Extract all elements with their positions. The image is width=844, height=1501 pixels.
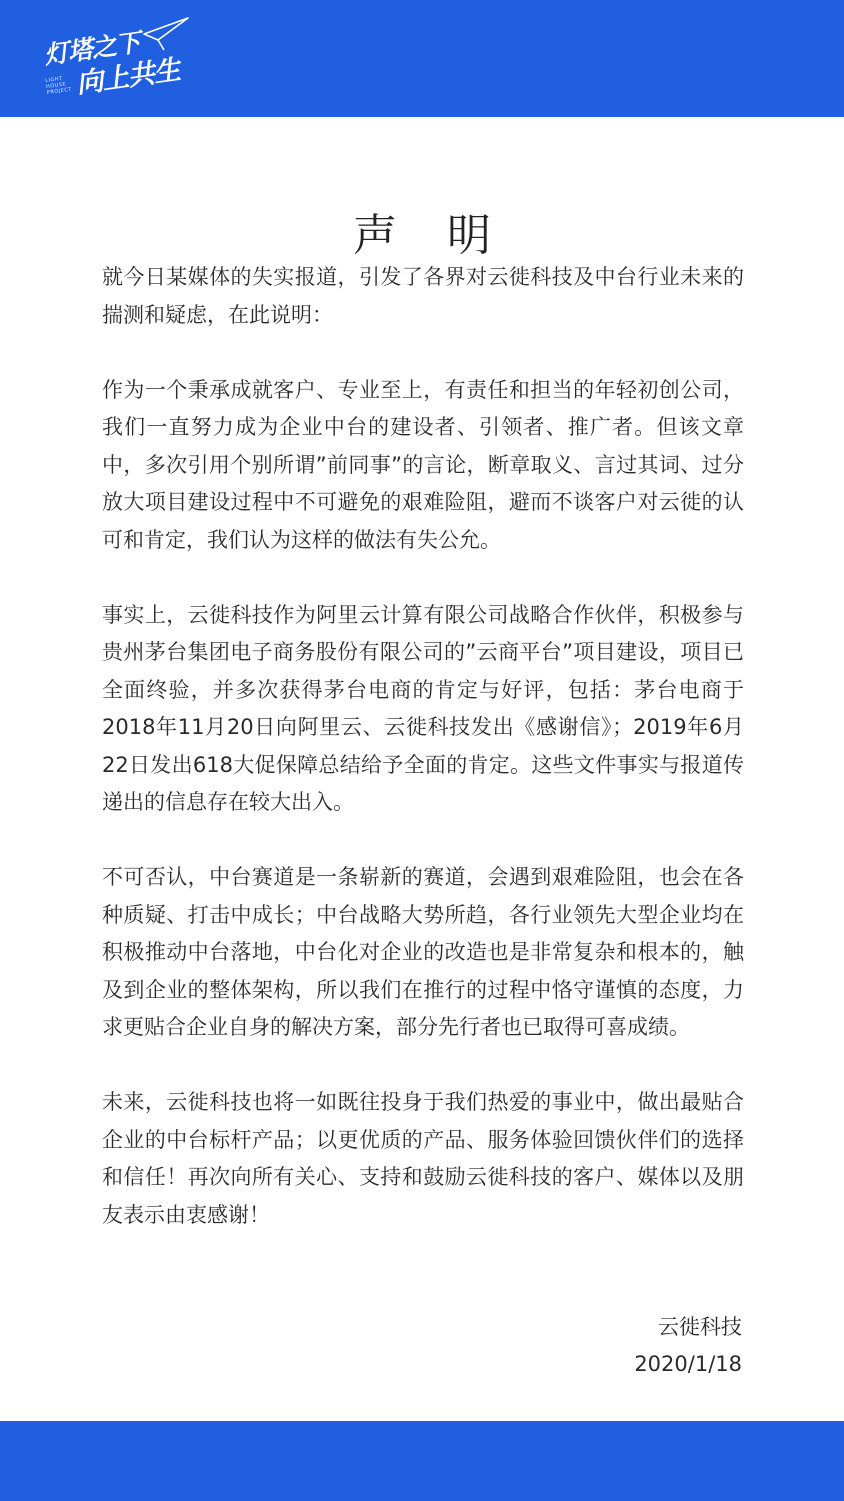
signature-date: 2020/1/18	[634, 1352, 742, 1376]
logo-subtext: LIGHT HOUSE PROJECT	[44, 75, 73, 97]
document-title: 声 明	[353, 210, 509, 262]
paragraph-intro: 就今日某媒体的失实报道，引发了各界对云徙科技及中台行业未来的揣测和疑虑，在此说明：	[102, 265, 744, 327]
paragraph-company-stance: 作为一个秉承成就客户、专业至上，有责任和担当的年轻初创公司，我们一直努力成为企业中台的建设者、引领者、推广者。但该文章中，多次引用个别所谓”前同事”的言论，断章取义、言过其词、过分放大项目建设过程中不可避免的艰难险阻，避而不谈客户对云徙的认可和肯定，我们认为这样的做法有失公允。	[102, 377, 744, 552]
lighthouse-logo	[40, 14, 200, 104]
logo-text-line1: 灯塔之下	[42, 27, 142, 70]
signature-company: 云徙科技	[658, 1315, 742, 1339]
header-banner	[0, 0, 844, 117]
footer-banner	[0, 1421, 844, 1501]
paragraph-industry: 不可否认，中台赛道是一条崭新的赛道，会遇到艰难险阻，也会在各种质疑、打击中成长；中台战略大势所趋，各行业领先大型企业均在积极推动中台落地，中台化对企业的改造也是非常复杂和根本的，触及到企业的整体架构，所以我们在推行的过程中恪守谨慎的态度，力求更贴合企业自身的解决方案，部分先行者也已取得可喜成绩。	[102, 865, 744, 1039]
paragraph-future: 未来，云徙科技也将一如既往投身于我们热爱的事业中，做出最贴合企业的中台标杆产品；以更优质的产品、服务体验回馈伙伴们的选择和信任！再次向所有关心、支持和鼓励云徙科技的客户、媒体以及朋友表示由衷感谢！	[102, 1090, 744, 1227]
signature-block	[634, 1309, 742, 1383]
logo-text-line2: 向上共生	[74, 54, 182, 100]
statement-body	[102, 259, 744, 1272]
paragraph-facts: 事实上，云徙科技作为阿里云计算有限公司战略合作伙伴，积极参与贵州茅台集团电子商务股份有限公司的”云商平台”项目建设，项目已全面终验，并多次获得茅台电商的肯定与好评，包括：茅台电商于2018年11月20日向阿里云、云徙科技发出《感谢信》；2019年6月22日发出618大促保障总结给予全面的肯定。这些文件事实与报道传递出的信息存在较大出入。	[102, 602, 744, 814]
